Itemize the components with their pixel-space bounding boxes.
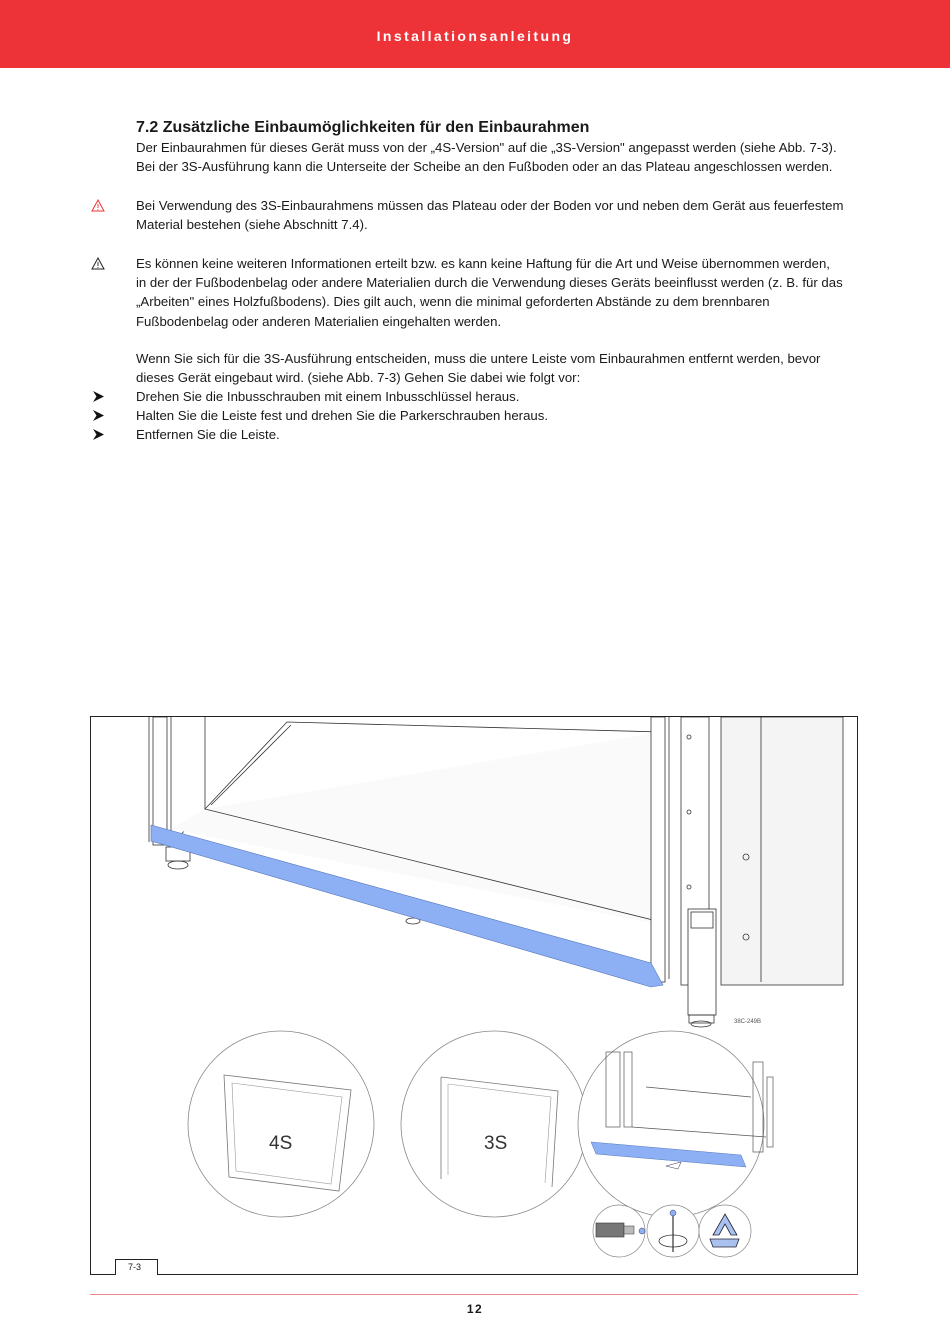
circle-3s-detail <box>401 1031 587 1217</box>
warning-2-line-1: Es können keine weiteren Informationen erteilt bzw. es kann keine Haftung für die Art und Weise übernommen werden, <box>136 256 830 271</box>
warning-2-line-2: in der der Fußbodenbelag oder andere Materialien durch die Verwendung dieses Geräts beeinflusst werden (z. B. für das <box>136 275 843 291</box>
warning-2-line-4: Fußbodenbelag oder anderen Materialien eingehalten werden. <box>136 313 502 329</box>
instructions-line-2: dieses Gerät eingebaut wird. (siehe Abb. 7-3) Gehen Sie dabei wie folgt vor: <box>136 370 581 386</box>
header-title: Installationsanleitung <box>376 28 574 44</box>
arrowhead-bullet-icon <box>92 390 105 403</box>
figure-label: 7-3 <box>115 1259 158 1275</box>
warning-triangle-red-icon <box>91 199 105 212</box>
page-number: 12 <box>466 1302 484 1316</box>
instructions-block <box>136 349 866 387</box>
appliance-frame-drawing <box>149 717 843 1027</box>
circle-3s-label: 3S <box>484 1133 508 1154</box>
circle-4s-detail <box>188 1031 374 1217</box>
installation-frame-illustration <box>91 717 858 1275</box>
warning-1-line-2: Material bestehen (siehe Abschnitt 7.4). <box>136 217 368 233</box>
step-3: Entfernen Sie die Leiste. <box>136 427 280 442</box>
section <box>136 118 866 176</box>
step-2: Halten Sie die Leiste fest und drehen Sie die Parkerschrauben heraus. <box>136 408 548 423</box>
recycle-icon <box>699 1205 751 1257</box>
arrowhead-bullet-icon <box>92 428 105 441</box>
figure-code: 38C-249B <box>734 1019 762 1025</box>
warning-triangle-black-icon <box>91 257 105 270</box>
figure-7-3 <box>90 716 858 1275</box>
intro-line-1: Der Einbaurahmen für dieses Gerät muss von der „4S-Version" auf die „3S-Version" angepasst werden (siehe Abb. 7-3). <box>136 140 837 155</box>
warning-2-line-3: „Arbeiten" eines Holzfußbodens). Dies gilt auch, wenn die minimal geforderten Abstände zu dem brennbaren <box>136 294 770 310</box>
strip-removal-detail <box>578 1031 773 1217</box>
step-1: Drehen Sie die Inbusschrauben mit einem Inbusschlüssel heraus. <box>136 389 520 404</box>
arrowhead-bullet-icon <box>92 409 105 422</box>
screw-icon <box>647 1205 699 1257</box>
section-title: 7.2 Zusätzliche Einbaumöglichkeiten für den Einbaurahmen <box>136 119 590 136</box>
instructions-line-1: Wenn Sie sich für die 3S-Ausführung entscheiden, muss die untere Leiste vom Einbaurahmen entfernt werden, bevor <box>136 351 821 366</box>
footer-divider <box>90 1294 858 1295</box>
warning-1-line-1: Bei Verwendung des 3S-Einbaurahmens müssen das Plateau oder der Boden vor und neben dem Gerät aus feuerfestem <box>136 198 844 213</box>
allen-key-icon <box>593 1205 645 1257</box>
circle-4s-label: 4S <box>269 1133 293 1154</box>
intro-line-2: Bei der 3S-Ausführung kann die Unterseite der Scheibe an den Fußboden oder an das Plateau angeschlossen werden. <box>136 159 833 175</box>
warning-block-2 <box>136 254 866 331</box>
warning-block-1 <box>136 196 866 234</box>
